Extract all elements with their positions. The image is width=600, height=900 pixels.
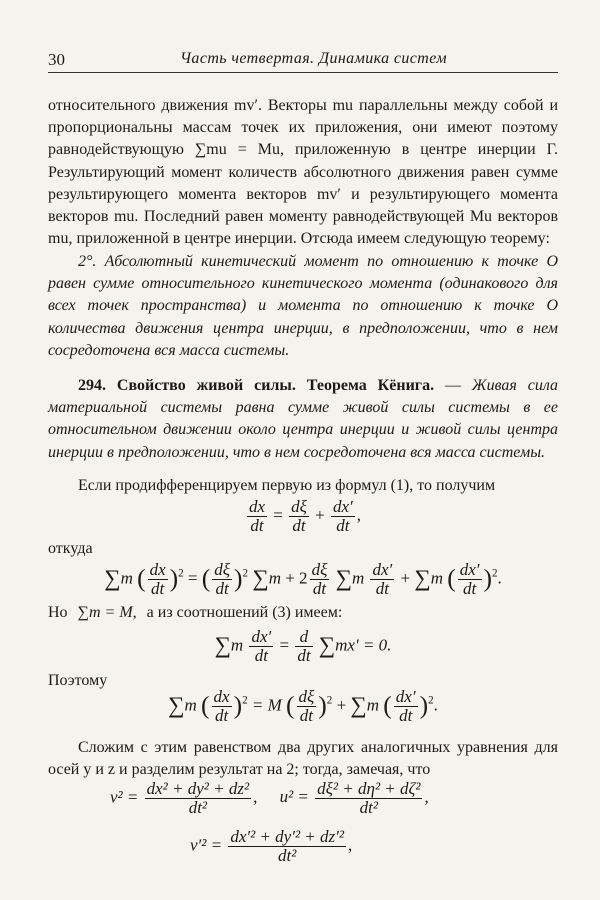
fraction: $\frac{dx}{dt}$	[213, 687, 230, 725]
section-paragraph	[48, 375, 558, 464]
formula-4: ∑m ( $\frac{dx}{dt}$ )$^2$ = M ( $\frac{d\xi}{dt}$ )$^2$ + ∑m ( $\frac{dx'}{dt}$ )$^2$.	[168, 687, 438, 725]
fraction: $\frac{\text{dx′² + dy′² + dz′²}}{\text{dt²}}$	[230, 827, 344, 865]
fraction: $\frac{d\xi}{dt}$	[298, 687, 315, 725]
theorem-2: 2°. Абсолютный кинетический момент по отношению к точке O равен сумме относительного кинетического момента (одинакового для всех точек пространства) и момента по отношению к точке O количества движения центра инерции, в предположении, что в нем сосредоточена вся масса системы.	[48, 253, 558, 359]
theorem-block	[48, 251, 558, 362]
formula-6: v′² = $\frac{\text{dx′² + dy′² + dz′²}}{\text{dt²}}$ ,	[190, 827, 353, 865]
fraction: $\frac{\text{dξ² + dη² + dζ²}}{\text{dt²}}$	[317, 779, 421, 817]
formula-1: $\frac{dx}{dt}$ = $\frac{d\xi}{dt}$ + $\frac{dx'}{dt}$ ,	[248, 497, 362, 535]
fraction: $\frac{dx'}{dt}$	[395, 687, 416, 725]
fraction: $\frac{d\xi}{dt}$	[291, 497, 307, 535]
para-sum: Сложим с этим равенством два других аналогичных уравнения для осей y и z и разделим результат на 2; тогда, замечая, что	[48, 739, 558, 779]
section-dash: —	[434, 377, 472, 394]
koenig-theorem: Живая сила материальной системы равна сумме живой силы системы в ее относительном движении около центра инерции и живой силы центра инерции в предположении, что в нем сосредоточена вся масса системы.	[48, 377, 559, 461]
section-294	[48, 375, 558, 464]
fraction: $\frac{dx}{dt}$	[149, 560, 166, 598]
para-differentiate: Если продифференцируем первую из формул (1), то получим	[78, 477, 496, 494]
running-title: Часть четвертая. Динамика систем	[180, 50, 447, 67]
section-heading: 294. Свойство живой силы. Теорема Кёнига.	[78, 377, 435, 394]
page-header	[48, 50, 558, 73]
fraction: $\frac{\text{dx² + dy² + dz²}}{\text{dt²}}$	[146, 779, 250, 817]
formula-5: v² = $\frac{\text{dx² + dy² + dz²}}{\text{dt²}}$ , u² = $\frac{\text{dξ² + dη² + dζ²}}{\text{dt²}}$ ,	[110, 779, 429, 817]
fraction: $\frac{d\xi}{dt}$	[214, 560, 231, 598]
fraction: $\frac{dx'}{dt}$	[333, 497, 353, 535]
fraction: $\frac{dx'}{dt}$	[251, 627, 272, 665]
fraction: $\frac{dx}{dt}$	[248, 497, 266, 535]
formula-2: ∑m ( $\frac{dx}{dt}$ )$^2$ = ( $\frac{d\xi}{dt}$ )$^2$ ∑m + 2 $\frac{d\xi}{dt}$ ∑m $\frac{dx'}{dt}$ + ∑m ( $\frac{dx'}{dt}$ )$^2$.	[104, 560, 502, 598]
fraction: $\frac{d\xi}{dt}$	[311, 560, 328, 598]
fraction: $\frac{d}{dt}$	[297, 627, 311, 665]
word-poetomu: Поэтому	[48, 672, 108, 689]
paragraph-sum	[48, 737, 558, 781]
line-no: Но ∑m = M, а из соотношений (3) имеем:	[48, 604, 343, 621]
page-number: 30	[48, 50, 65, 69]
fraction: $\frac{dx'}{dt}$	[372, 560, 393, 598]
fraction: $\frac{dx'}{dt}$	[459, 560, 480, 598]
para-relative-motion: относительного движения mv′. Векторы mu параллельны между собой и пропорциональны массам точек их приложения, они имеют поэтому равнодействующую ∑mu = Mu, приложенную в центре инерции Γ. Результирующий момент количеств абсолютного движения равен сумме результирующего момента векторов mv′ и результирующего момента векторов mu. Последний равен моменту равнодействующей Mu векторов mu, приложенной в центре инерции. Отсюда имеем следующую теорему:	[48, 97, 558, 248]
word-otkuda: откуда	[48, 540, 93, 557]
paragraph-differentiate	[48, 475, 558, 497]
paragraph-continuation	[48, 95, 558, 250]
formula-3: ∑m $\frac{dx'}{dt}$ = $\frac{d}{dt}$ ∑mx′ = 0.	[214, 627, 392, 665]
